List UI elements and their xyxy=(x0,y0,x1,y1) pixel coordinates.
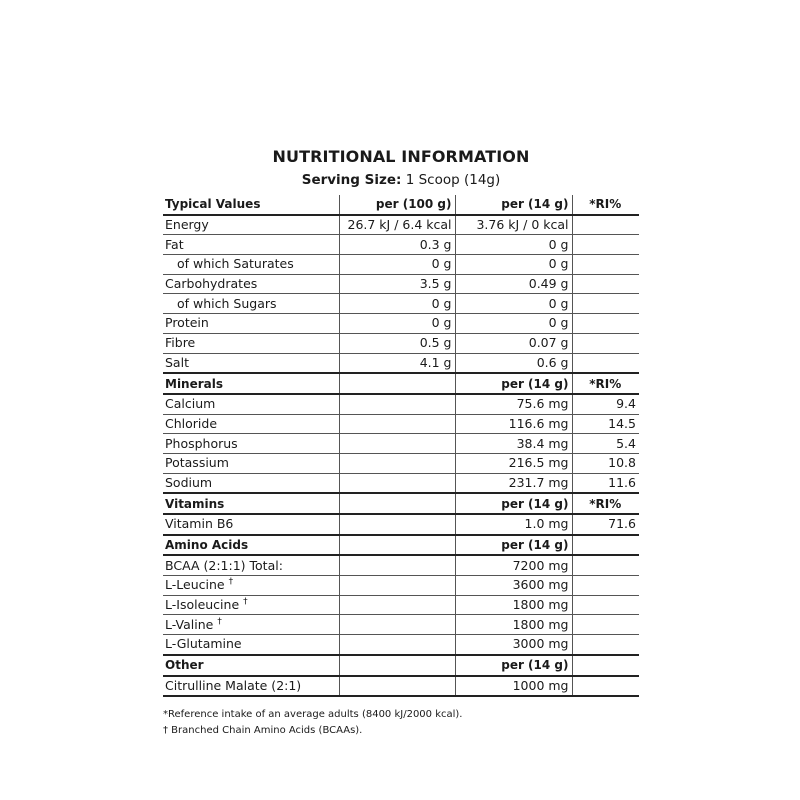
value-per-100g: 0 g xyxy=(339,294,455,314)
value-per-14g: 116.6 mg xyxy=(455,414,572,434)
value-per-14g: 1800 mg xyxy=(455,595,572,615)
nutrient-name: Energy xyxy=(163,215,339,235)
table-row xyxy=(163,434,639,454)
serving-size-label: Serving Size: xyxy=(301,172,402,188)
value-per-14g: 7200 mg xyxy=(455,555,572,575)
dagger-mark: † xyxy=(243,596,248,607)
header-per-14g: per (14 g) xyxy=(455,535,572,556)
empty-cell xyxy=(339,473,455,493)
value-per-14g: 0 g xyxy=(455,235,572,255)
table-row xyxy=(163,215,639,235)
nutrient-name: Protein xyxy=(163,314,339,334)
nutrient-name: Phosphorus xyxy=(165,435,238,451)
value-ri xyxy=(572,235,639,255)
empty-cell xyxy=(339,373,455,394)
nutrient-name: Carbohydrates xyxy=(163,274,339,294)
typical-values-header-row xyxy=(163,195,639,215)
nutrient-name-cell xyxy=(163,555,339,575)
nutrient-name: BCAA (2:1:1) Total: xyxy=(165,557,283,573)
value-per-14g: 3.76 kJ / 0 kcal xyxy=(455,215,572,235)
value-per-14g: 0 g xyxy=(455,314,572,334)
nutrient-name-cell xyxy=(163,635,339,655)
value-per-14g: 1800 mg xyxy=(455,615,572,635)
nutrient-name: Calcium xyxy=(165,396,216,412)
header-per-14g: per (14 g) xyxy=(455,655,572,676)
value-per-14g: 75.6 mg xyxy=(455,394,572,414)
nutrient-name-cell xyxy=(163,615,339,635)
header-ri xyxy=(572,535,639,556)
nutrient-name-cell xyxy=(163,414,339,434)
table-row xyxy=(163,595,639,615)
nutrient-name: L-Leucine xyxy=(165,577,225,593)
dagger-mark: † xyxy=(228,577,234,588)
value-ri: 71.6 xyxy=(572,514,639,535)
nutrient-name: of which Saturates xyxy=(163,255,339,275)
value-ri xyxy=(572,353,639,373)
value-per-14g: 0.07 g xyxy=(455,333,572,353)
header-per-14g: per (14 g) xyxy=(455,373,572,394)
value-ri xyxy=(572,255,639,275)
value-ri xyxy=(572,595,639,615)
value-per-14g: 1000 mg xyxy=(455,676,572,697)
empty-cell xyxy=(339,394,455,414)
empty-cell xyxy=(339,676,455,697)
value-per-14g: 231.7 mg xyxy=(455,473,572,493)
nutrient-name-cell xyxy=(163,434,339,454)
table-row xyxy=(163,473,639,493)
table-row xyxy=(163,294,639,314)
vitamins-header-row xyxy=(163,493,639,514)
header-ri xyxy=(572,655,639,676)
nutrient-name: L-Valine xyxy=(165,616,214,632)
nutrient-name: Chloride xyxy=(165,415,218,431)
other-header-row xyxy=(163,655,639,676)
footnotes xyxy=(163,707,639,739)
dagger-mark: † xyxy=(217,616,222,627)
value-ri: 14.5 xyxy=(572,414,639,434)
nutrition-table xyxy=(163,195,639,697)
value-ri xyxy=(572,294,639,314)
minerals-header-row xyxy=(163,373,639,394)
nutrient-name-cell xyxy=(163,453,339,473)
header-ri: *RI% xyxy=(572,195,639,215)
nutrient-name-cell xyxy=(163,676,339,697)
table-row xyxy=(163,394,639,414)
serving-size-value: 1 Scoop (14g) xyxy=(405,172,501,188)
amino-acids-header-row xyxy=(163,535,639,556)
value-per-100g: 3.5 g xyxy=(339,274,455,294)
value-per-14g: 3600 mg xyxy=(455,576,572,596)
panel-title: NUTRITIONAL INFORMATION xyxy=(272,147,530,166)
value-per-100g: 4.1 g xyxy=(339,353,455,373)
table-row xyxy=(163,514,639,535)
nutrient-name: Fibre xyxy=(163,333,339,353)
empty-cell xyxy=(339,576,455,596)
nutrient-name: Salt xyxy=(163,353,339,373)
table-row xyxy=(163,333,639,353)
value-ri xyxy=(572,676,639,697)
nutrient-name: Citrulline Malate (2:1) xyxy=(165,677,302,693)
header-label: Typical Values xyxy=(163,195,339,215)
header-per-100g: per (100 g) xyxy=(339,195,455,215)
footnote-bcaa: † Branched Chain Amino Acids (BCAAs). xyxy=(163,725,363,737)
nutrient-name-cell xyxy=(163,595,339,615)
footnote-ri: *Reference intake of an average adults (8400 kJ/2000 kcal). xyxy=(163,709,463,721)
empty-cell xyxy=(339,555,455,575)
empty-cell xyxy=(339,535,455,556)
value-per-14g: 3000 mg xyxy=(455,635,572,655)
table-row xyxy=(163,274,639,294)
nutrient-name-cell xyxy=(163,394,339,414)
value-per-100g: 26.7 kJ / 6.4 kcal xyxy=(339,215,455,235)
value-ri: 11.6 xyxy=(572,473,639,493)
value-per-100g: 0.5 g xyxy=(339,333,455,353)
table-row xyxy=(163,235,639,255)
table-row xyxy=(163,314,639,334)
section-label: Vitamins xyxy=(163,493,339,514)
value-per-14g: 216.5 mg xyxy=(455,453,572,473)
table-row xyxy=(163,676,639,697)
nutrient-name: of which Sugars xyxy=(163,294,339,314)
table-row xyxy=(163,635,639,655)
header-ri: *RI% xyxy=(572,493,639,514)
empty-cell xyxy=(339,514,455,535)
table-row xyxy=(163,453,639,473)
table-row xyxy=(163,555,639,575)
value-per-14g: 0.49 g xyxy=(455,274,572,294)
value-ri xyxy=(572,576,639,596)
serving-size xyxy=(163,169,639,195)
value-ri: 10.8 xyxy=(572,453,639,473)
header-per-14g: per (14 g) xyxy=(455,195,572,215)
section-label: Other xyxy=(163,655,339,676)
value-per-14g: 0.6 g xyxy=(455,353,572,373)
nutrient-name: Vitamin B6 xyxy=(165,516,234,532)
value-ri xyxy=(572,615,639,635)
empty-cell xyxy=(339,635,455,655)
value-ri xyxy=(572,555,639,575)
table-row xyxy=(163,255,639,275)
value-per-14g: 0 g xyxy=(455,255,572,275)
value-ri xyxy=(572,215,639,235)
nutrient-name: Sodium xyxy=(165,474,213,490)
value-per-100g: 0.3 g xyxy=(339,235,455,255)
section-label: Minerals xyxy=(163,373,339,394)
header-per-14g: per (14 g) xyxy=(455,493,572,514)
empty-cell xyxy=(339,615,455,635)
value-ri: 5.4 xyxy=(572,434,639,454)
empty-cell xyxy=(339,414,455,434)
nutrition-panel xyxy=(163,145,639,739)
value-ri xyxy=(572,333,639,353)
value-per-14g: 38.4 mg xyxy=(455,434,572,454)
nutrient-name-cell xyxy=(163,576,339,596)
nutrient-name: L-Isoleucine xyxy=(165,597,240,613)
value-ri xyxy=(572,635,639,655)
table-row xyxy=(163,414,639,434)
value-per-14g: 0 g xyxy=(455,294,572,314)
nutrient-name: Fat xyxy=(163,235,339,255)
value-per-100g: 0 g xyxy=(339,255,455,275)
nutrient-name-cell xyxy=(163,514,339,535)
empty-cell xyxy=(339,434,455,454)
empty-cell xyxy=(339,595,455,615)
section-label: Amino Acids xyxy=(163,535,339,556)
nutrient-name-cell xyxy=(163,473,339,493)
table-row xyxy=(163,353,639,373)
table-row xyxy=(163,576,639,596)
empty-cell xyxy=(339,453,455,473)
value-ri xyxy=(572,314,639,334)
empty-cell xyxy=(339,493,455,514)
header-ri: *RI% xyxy=(572,373,639,394)
value-ri xyxy=(572,274,639,294)
value-per-14g: 1.0 mg xyxy=(455,514,572,535)
nutrient-name: Potassium xyxy=(165,455,229,471)
nutrient-name: L-Glutamine xyxy=(165,636,242,652)
value-per-100g: 0 g xyxy=(339,314,455,334)
value-ri: 9.4 xyxy=(572,394,639,414)
table-row xyxy=(163,615,639,635)
empty-cell xyxy=(339,655,455,676)
